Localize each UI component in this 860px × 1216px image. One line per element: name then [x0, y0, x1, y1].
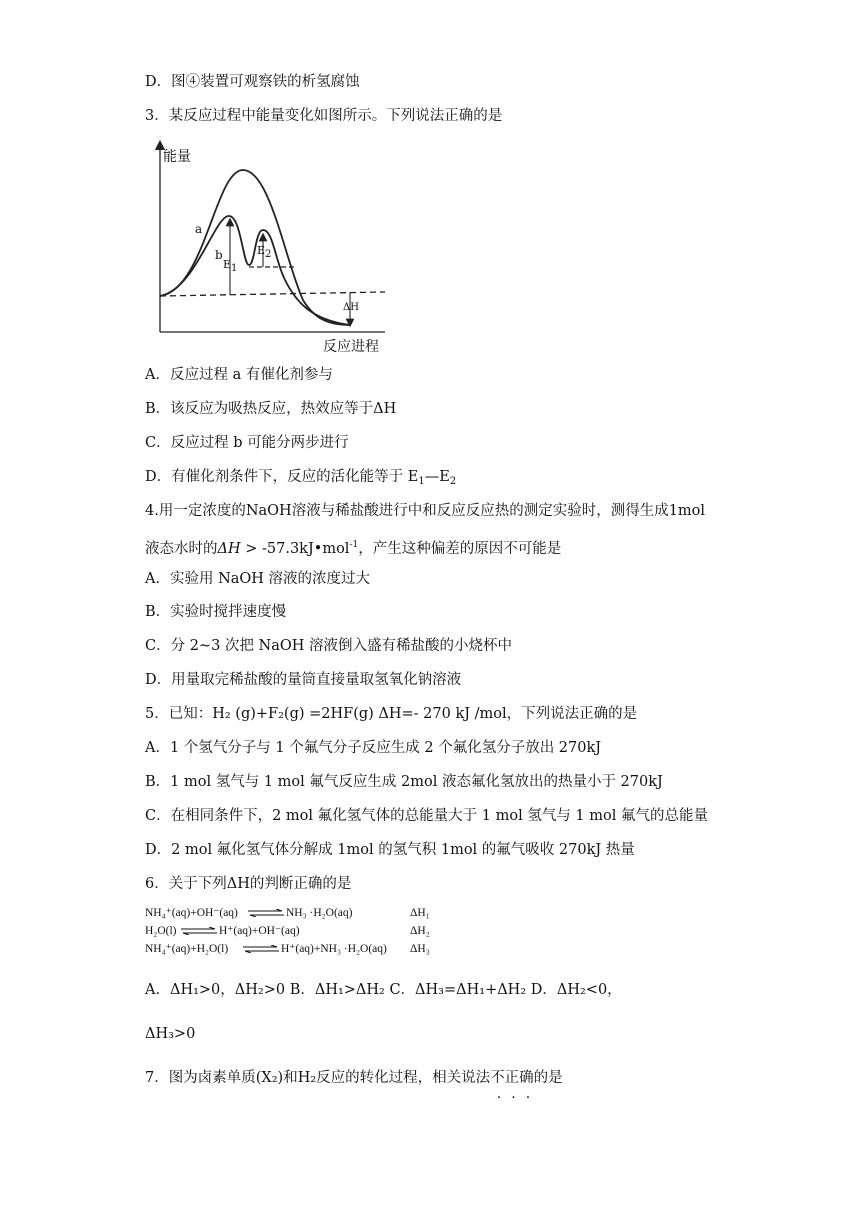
q4-stem-line2: 液态水时的ΔH > -57.3kJ•mol$^{-1}$，产生这种偏差的原因不可能是 [145, 540, 562, 557]
q4-stem-line1: 4.用一定浓度的NaOH溶液与稀盐酸进行中和反应反应热的测定实验时，测得生成1mol [145, 503, 706, 519]
equation-2: H₂O(l) H⁺(aq)+OH⁻(aq) [145, 925, 300, 937]
q4-option-c: C．分 2~3 次把 NaOH 溶液倒入盛有稀盐酸的小烧杯中 [145, 638, 512, 654]
q5-option-a: A．1 个氢气分子与 1 个氟气分子反应生成 2 个氟化氢分子放出 270kJ [145, 740, 602, 756]
y-axis-label: 能量 [163, 149, 191, 165]
q5-option-b: B．1 mol 氢气与 1 mol 氟气反应生成 2mol 液态氟化氢放出的热量小于 270kJ [145, 774, 663, 790]
equation-3-dh: ΔH₃ [410, 943, 430, 955]
equation-1-dh: ΔH₁ [410, 907, 430, 919]
q3-option-d: D．有催化剂条件下，反应的活化能等于 $E_1—E_2$ [145, 469, 457, 487]
q3-option-a: A．反应过程 a 有催化剂参与 [145, 367, 333, 383]
q6-stem: 6．关于下列ΔH的判断正确的是 [145, 876, 352, 892]
equation-2-dh: ΔH₂ [410, 925, 430, 937]
q6-options-cont: ΔH₃>0 [145, 1026, 196, 1042]
e1-label: E1 [223, 258, 238, 274]
q5-option-c: C．在相同条件下，2 mol 氟化氢气体的总能量大于 1 mol 氢气与 1 mol 氟气的总能量 [145, 808, 708, 824]
equation-3: NH₄⁺(aq)+H₂O(l) H⁺(aq)+NH₃ ·H₂O(aq) [145, 943, 387, 955]
q7-stem: 7．图为卤素单质(X₂)和H₂反应的转化过程，相关说法不正确的是 [145, 1070, 563, 1086]
equation-1: NH₄⁺(aq)+OH⁻(aq) NH₃ ·H₂O(aq) [145, 907, 353, 919]
q3-stem: 3．某反应过程中能量变化如图所示。下列说法正确的是 [145, 108, 503, 124]
energy-diagram [145, 140, 395, 355]
q3-option-c: C．反应过程 b 可能分两步进行 [145, 435, 349, 451]
curve-a-label: a [195, 222, 203, 236]
curve-b [160, 216, 350, 325]
reactant-energy-dash [160, 292, 385, 296]
q5-stem: 5．已知：H₂ (g)+F₂(g) =2HF(g) ΔH=- 270 kJ /mol，下列说法正确的是 [145, 706, 638, 722]
q3-option-b: B．该反应为吸热反应，热效应等于ΔH [145, 401, 397, 417]
curve-b-label: b [215, 248, 223, 262]
q5-option-d: D．2 mol 氟化氢气体分解成 1mol 的氢气积 1mol 的氟气吸收 270kJ 热量 [145, 842, 635, 858]
q2-option-d: D．图④装置可观察铁的析氢腐蚀 [145, 74, 360, 90]
q4-option-a: A．实验用 NaOH 溶液的浓度过大 [145, 571, 371, 587]
q4-option-b: B．实验时搅拌速度慢 [145, 604, 287, 620]
x-axis-label: 反应进程 [323, 339, 379, 355]
dh-label: ΔH [343, 302, 359, 313]
q4-option-d: D．用量取完稀盐酸的量筒直接量取氢氧化钠溶液 [145, 672, 462, 688]
q6-options: A．ΔH₁>0，ΔH₂>0 B．ΔH₁>ΔH₂ C．ΔH₃=ΔH₁+ΔH₂ D．ΔH₂<0， [145, 982, 622, 998]
e2-label: E2 [257, 244, 272, 260]
